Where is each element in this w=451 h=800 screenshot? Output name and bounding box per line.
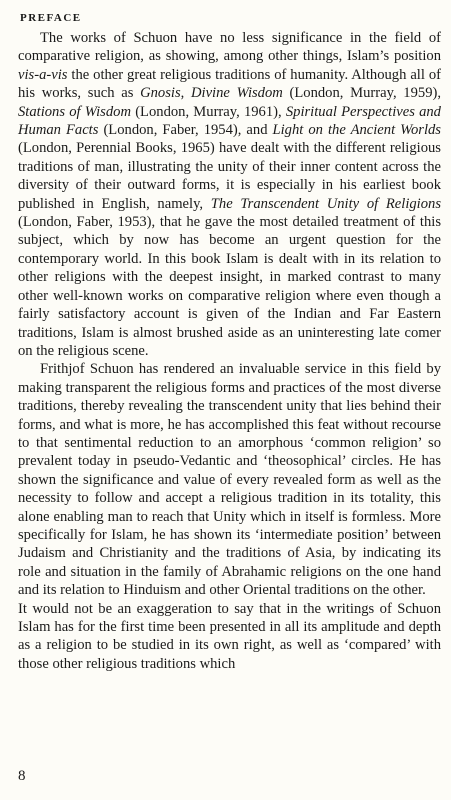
italic-title-run: Spiritual Perspectives and Human Facts <box>18 103 441 139</box>
text-run: It would not be an exaggeration to say that in the writings of Schuon Islam has for the first time been presented in all its amplitude and depth as a religion to be studied in its own right, as well as ‘compared’ with those other religious traditions which <box>18 600 441 672</box>
text-run: Frithjof Schuon has rendered an invaluable service in this field by making transparent the religious forms and practices of the most diverse traditions, thereby revealing the transcendent unity that lies behind their forms, and what is more, he has accomplished this feat without recourse to that sentimental reduction to an amorphous ‘common religion’ so prevalent today in pseudo-Vedantic and ‘theosophical’ circles. He has shown the significance and value of every revealed form as well as the necessity to follow and accept a religious tradition in its totality, this alone enabling man to reach that Unity which in itself is formless. More specifically for Islam, he has shown its ‘intermediate position’ between Judaism and Christianity and the traditions of Asia, by indicating its role and situation in the family of Abrahamic religions on the one hand and its relation to Hinduism and other Oriental traditions on the other. <box>18 361 441 599</box>
paragraph-3 <box>18 600 441 674</box>
italic-title-run: Divine Wisdom <box>190 85 283 102</box>
italic-title-run: vis-a-vis <box>18 66 68 83</box>
body-text <box>18 29 441 673</box>
italic-title-run: Stations of Wisdom <box>18 103 131 120</box>
text-run: (London, Murray, 1959), <box>282 85 441 102</box>
text-run: (London, Perennial Books, 1965) have dealt with the different religious traditions of man, illustrating the unity of their inner content across the diversity of their outward forms, it is especially in his earliest book published in English, namely, <box>18 140 441 212</box>
text-run: (London, Murray, 1961), <box>131 103 286 120</box>
text-run: (London, Faber, 1953), that he gave the most detailed treatment of this subject, which by now has become an urgent question for the contemporary world. In this book Islam is dealt with in its relation to other religions with the deepest insight, in marked contrast to many other well-known works on comparative religion where even though a fairly satisfactory account is given of the Indian and Far Eastern traditions, Islam is almost brushed aside as an uninteresting late comer on the religious scene. <box>18 214 441 359</box>
paragraph-1 <box>18 29 441 360</box>
italic-title-run: Gnosis <box>140 85 181 102</box>
page-number: 8 <box>18 768 26 784</box>
paragraph-2 <box>18 360 441 599</box>
section-heading: PREFACE <box>20 12 82 24</box>
text-run: , <box>180 85 191 102</box>
italic-title-run: The Transcendent Unity of Religions <box>210 195 441 212</box>
italic-title-run: Light on the Ancient Worlds <box>272 122 441 139</box>
text-run: (London, Faber, 1954), and <box>98 122 273 139</box>
text-run: the other great religious traditions of humanity. Although all of his works, such as <box>18 66 441 102</box>
text-run: The works of Schuon have no less significance in the field of comparative religion, as showing, among other things, Islam’s position <box>18 30 441 65</box>
